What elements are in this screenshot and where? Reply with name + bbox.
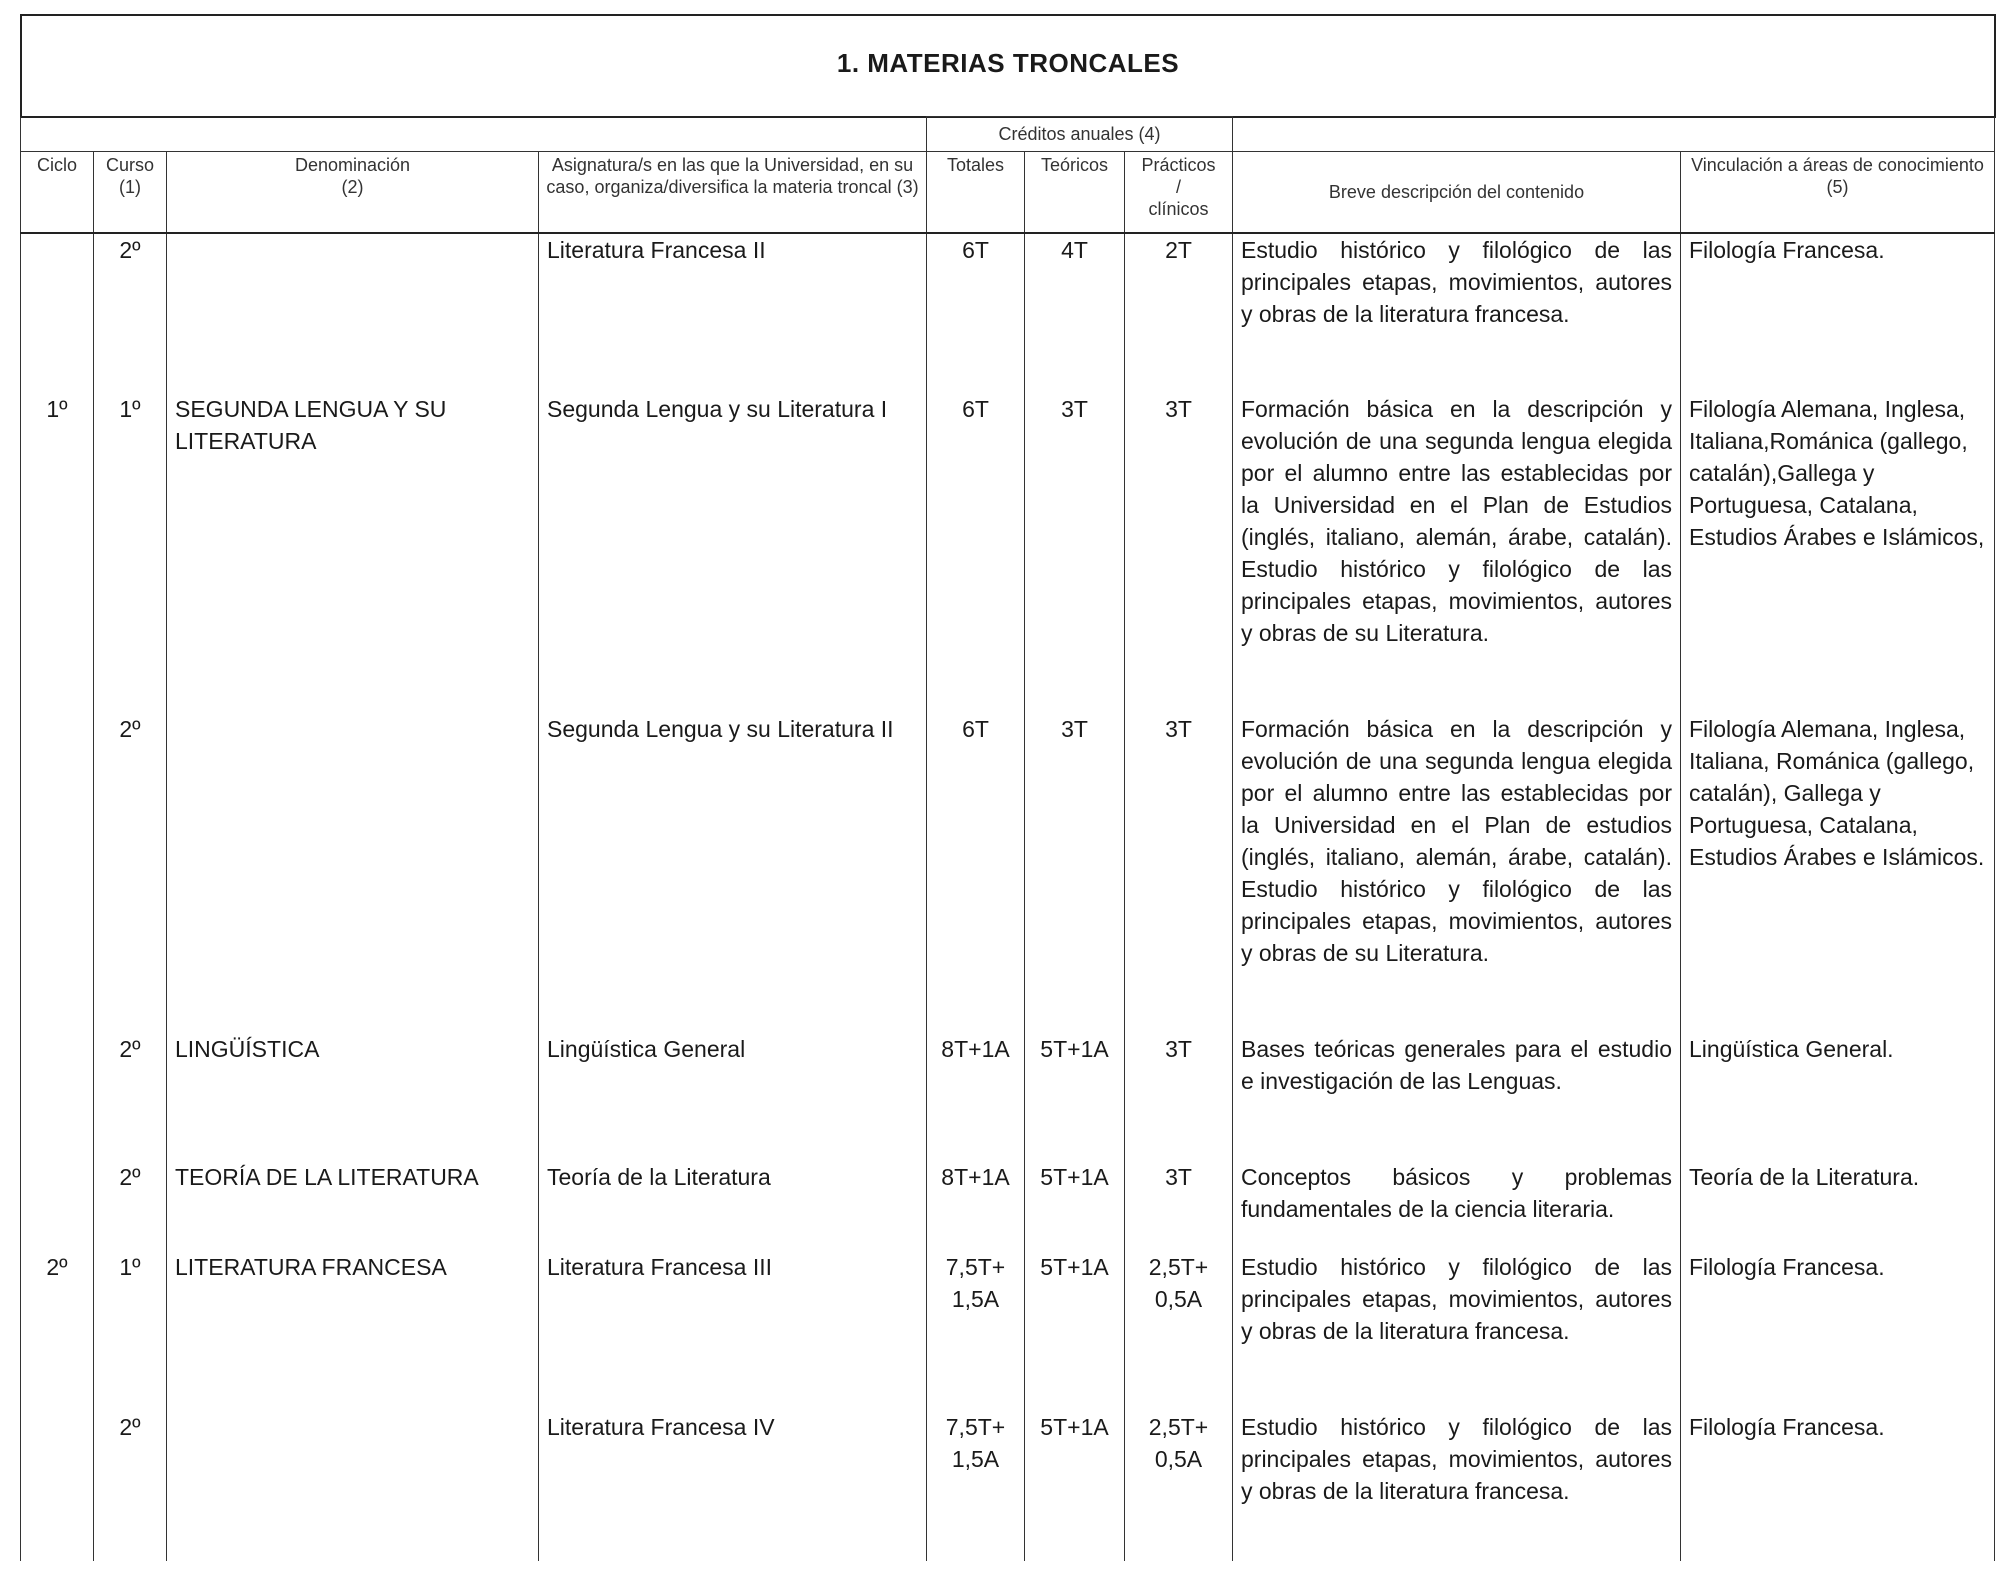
cell-practicos: 3T [1125,1161,1233,1251]
cell-asignatura: Segunda Lengua y su Literatura I [539,393,927,713]
cell-totales: 8T+1A [927,1161,1025,1251]
header-ciclo: Ciclo [21,152,94,234]
cell-descripcion: Estudio histórico y filológico de las principales etapas, movimientos, autores y obras de la literatura francesa. [1233,233,1681,393]
table-row [21,1411,1995,1561]
header-curso: Curso (1) [94,152,167,234]
cell-practicos: 2,5T+ 0,5A [1125,1251,1233,1411]
cell-descripcion: Conceptos básicos y problemas fundamentales de la ciencia literaria. [1233,1161,1681,1251]
header-descripcion: Breve descripción del contenido [1233,152,1681,234]
header-teoricos: Teóricos [1025,152,1125,234]
cell-vinculacion: Filología Francesa. [1681,1251,1995,1411]
cell-teoricos: 5T+1A [1025,1033,1125,1161]
cell-ciclo [21,233,94,393]
cell-denominacion: LITERATURA FRANCESA [167,1251,539,1411]
header-blank-left [21,117,927,152]
document-frame [20,14,1994,1584]
header-creditos-group: Créditos anuales (4) [927,117,1233,152]
header-asignatura: Asignatura/s en las que la Universidad, en su caso, organiza/diversifica la materia troncal (3) [539,152,927,234]
cell-teoricos: 3T [1025,393,1125,713]
cell-totales: 7,5T+ 1,5A [927,1251,1025,1411]
cell-totales: 6T [927,233,1025,393]
cell-vinculacion: Filología Francesa. [1681,1411,1995,1561]
table-row [21,1033,1995,1161]
cell-denominacion [167,713,539,1033]
cell-practicos: 3T [1125,1033,1233,1161]
page-title: 1. MATERIAS TRONCALES [836,48,1180,78]
cell-teoricos: 5T+1A [1025,1251,1125,1411]
cell-asignatura: Segunda Lengua y su Literatura II [539,713,927,1033]
cell-ciclo [21,713,94,1033]
cell-ciclo [21,1033,94,1161]
table-row [21,233,1995,393]
cell-teoricos: 5T+1A [1025,1161,1125,1251]
cell-totales: 7,5T+ 1,5A [927,1411,1025,1561]
cell-curso: 2º [94,713,167,1033]
cell-asignatura: Lingüística General [539,1033,927,1161]
cell-totales: 6T [927,393,1025,713]
cell-ciclo: 2º [21,1251,94,1411]
cell-vinculacion: Filología Francesa. [1681,233,1995,393]
header-practicos: Prácticos / clínicos [1125,152,1233,234]
header-totales: Totales [927,152,1025,234]
title-box [20,14,1996,118]
cell-totales: 6T [927,713,1025,1033]
cell-denominacion: LINGÜÍSTICA [167,1033,539,1161]
cell-curso: 2º [94,1411,167,1561]
cell-descripcion: Bases teóricas generales para el estudio e investigación de las Lenguas. [1233,1033,1681,1161]
cell-curso: 2º [94,233,167,393]
cell-ciclo [21,1161,94,1251]
cell-descripcion: Estudio histórico y filológico de las principales etapas, movimientos, autores y obras de la literatura francesa. [1233,1251,1681,1411]
cell-teoricos: 5T+1A [1025,1411,1125,1561]
cell-asignatura: Teoría de la Literatura [539,1161,927,1251]
table-row [21,1251,1995,1411]
cell-descripcion: Estudio histórico y filológico de las principales etapas, movimientos, autores y obras de la literatura francesa. [1233,1411,1681,1561]
cell-ciclo: 1º [21,393,94,713]
cell-asignatura: Literatura Francesa IV [539,1411,927,1561]
cell-practicos: 3T [1125,713,1233,1033]
header-row [21,152,1995,234]
materias-table [20,116,1995,1561]
header-denominacion: Denominación (2) [167,152,539,234]
cell-practicos: 2,5T+ 0,5A [1125,1411,1233,1561]
cell-totales: 8T+1A [927,1033,1025,1161]
cell-curso: 1º [94,393,167,713]
cell-vinculacion: Filología Alemana, Inglesa, Italiana, Románica (gallego, catalán), Gallega y Portuguesa, Catalana, Estudios Árabes e Islámicos. [1681,713,1995,1033]
cell-denominacion [167,233,539,393]
cell-vinculacion: Lingüística General. [1681,1033,1995,1161]
cell-vinculacion: Teoría de la Literatura. [1681,1161,1995,1251]
cell-curso: 1º [94,1251,167,1411]
cell-teoricos: 3T [1025,713,1125,1033]
cell-practicos: 3T [1125,393,1233,713]
cell-ciclo [21,1411,94,1561]
cell-curso: 2º [94,1161,167,1251]
table-row [21,393,1995,713]
header-vinculacion: Vinculación a áreas de conocimiento (5) [1681,152,1995,234]
cell-denominacion [167,1411,539,1561]
cell-descripcion: Formación básica en la descripción y evolución de una segunda lengua elegida por el alumno entre las establecidas por la Universidad en el Plan de estudios (inglés, italiano, alemán, árabe, catalán). Estudio histórico y filológico de las principales etapas, movimientos, autores y obras de su Literatura. [1233,713,1681,1033]
cell-descripcion: Formación básica en la descripción y evolución de una segunda lengua elegida por el alumno entre las establecidas por la Universidad en el Plan de Estudios (inglés, italiano, alemán, árabe, catalán). Estudio histórico y filológico de las principales etapas, movimientos, autores y obras de su Literatura. [1233,393,1681,713]
table-row [21,1161,1995,1251]
cell-vinculacion: Filología Alemana, Inglesa, Italiana,Románica (gallego, catalán),Gallega y Portuguesa, Catalana, Estudios Árabes e Islámicos, [1681,393,1995,713]
cell-asignatura: Literatura Francesa II [539,233,927,393]
cell-denominacion: TEORÍA DE LA LITERATURA [167,1161,539,1251]
header-row-group [21,117,1995,152]
cell-denominacion: SEGUNDA LENGUA Y SU LITERATURA [167,393,539,713]
table-row [21,713,1995,1033]
cell-practicos: 2T [1125,233,1233,393]
cell-curso: 2º [94,1033,167,1161]
header-blank-right [1233,117,1995,152]
cell-teoricos: 4T [1025,233,1125,393]
cell-asignatura: Literatura Francesa III [539,1251,927,1411]
